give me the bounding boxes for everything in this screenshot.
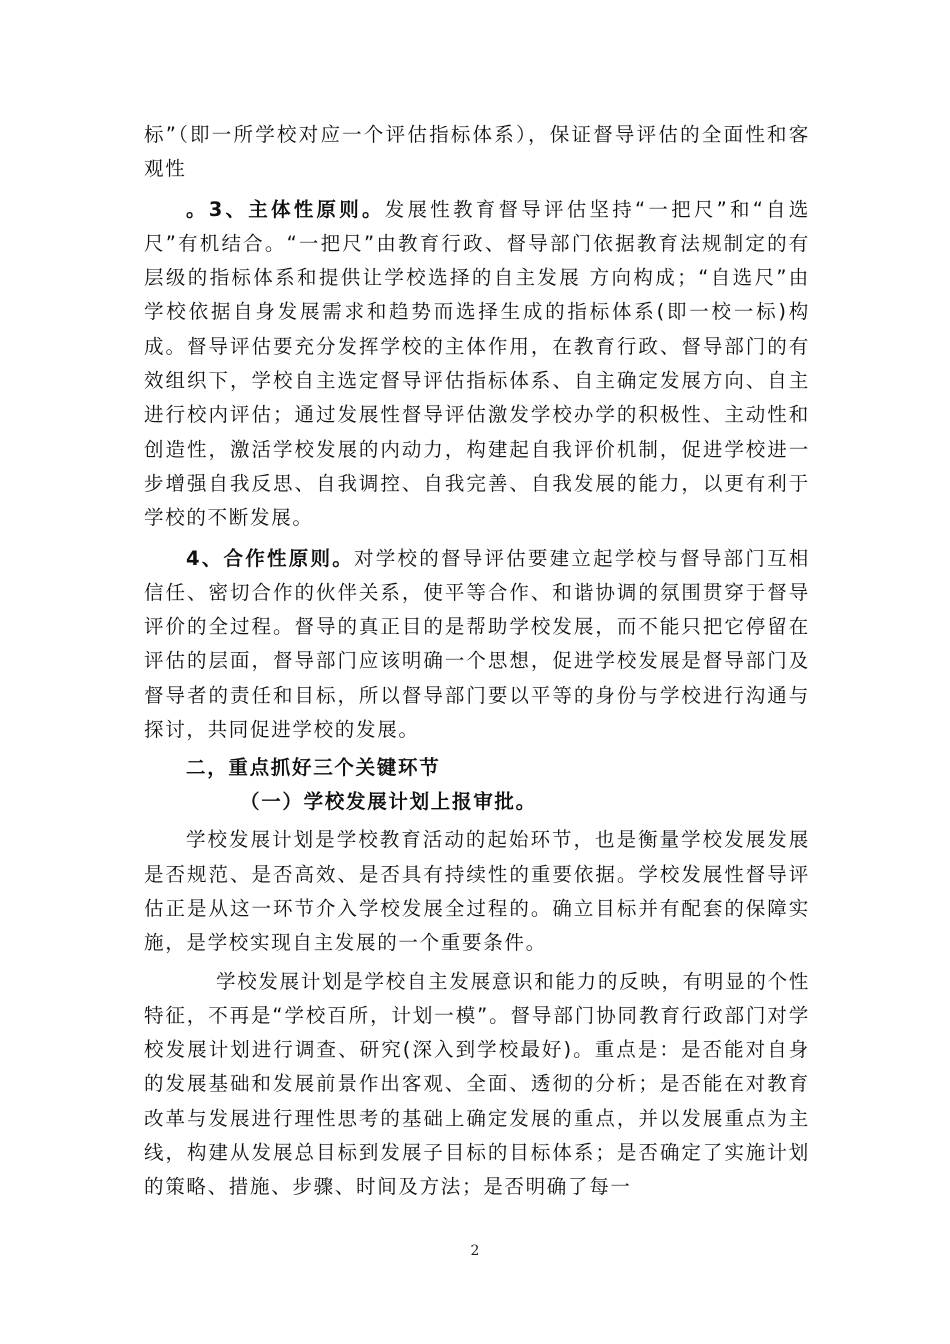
- paragraph-cooperation-principle: [144, 542, 810, 748]
- section-heading: 二，重点抓好三个关键环节: [186, 756, 441, 780]
- paragraph-1: 标”（即一所学校对应一个评估指标体系），保证督导评估的全面性和客观性: [144, 123, 810, 181]
- cooperation-principle-heading: 4、合作性原则。: [186, 546, 354, 570]
- paragraph-plan-review: 学校发展计划是学校自主发展意识和能力的反映，有明显的个性特征，不再是“学校百所，计划一模”。督导部门协同教育行政部门对学校发展计划进行调查、研究(深入到学校最好)。重点是：是否能对自身的发展基础和发展前景作出客观、全面、透彻的分析；是否能在对教育改革与发展进行理性思考的基础上确定发展的重点，并以发展重点为主线，构建从发展总目标到发展子目标的目标体系；是否确定了实施计划的策略、措施、步骤、时间及方法；是否明确了每一: [144, 969, 810, 1199]
- subsection-heading: （一）学校发展计划上报审批。: [240, 790, 537, 814]
- document-body: [144, 118, 810, 1205]
- paragraph-subject-principle: [144, 193, 810, 536]
- subject-principle-text: 发展性教育督导评估坚持“一把尺”和“自选尺”有机结合。“一把尺”由教育行政、督导部门依据教育法规制定的有层级的指标体系和提供让学校选择的自主发展 方向构成；“自选尺”由学校依据自身发展需求和趋势而选择生成的指标体系(即一校一标)构成。督导评估要充分发挥学校的主体作用，在教育行政、督导部门的有效组织下，学校自主选定督导评估指标体系、自主确定发展方向、自主进行校内评估；通过发展性督导评估激发学校办学的积极性、主动性和创造性，激活学校发展的内动力，构建起自我评价机制，促进学校进一步增强自我反思、自我调控、自我完善、自我发展的能力，以更有利于学校的不断发展。: [144, 197, 810, 530]
- subject-principle-heading: 。3、主体性原则。: [186, 197, 385, 221]
- cooperation-principle-text: 对学校的督导评估要建立起学校与督导部门互相信任、密切合作的伙伴关系，使平等合作、和谐协调的氛围贯穿于督导评价的全过程。督导的真正目的是帮助学校发展，而不能只把它停留在评估的层面，督导部门应该明确一个思想，促进学校发展是督导部门及督导者的责任和目标，所以督导部门要以平等的身份与学校进行沟通与探讨，共同促进学校的发展。: [144, 546, 811, 742]
- page-number: 2: [470, 1243, 480, 1259]
- paragraph-plan-intro: 学校发展计划是学校教育活动的起始环节，也是衡量学校发展发展是否规范、是否高效、是否具有持续性的重要依据。学校发展性督导评估正是从这一环节介入学校发展全过程的。确立目标并有配套的保障实施，是学校实现自主发展的一个重要条件。: [144, 828, 810, 955]
